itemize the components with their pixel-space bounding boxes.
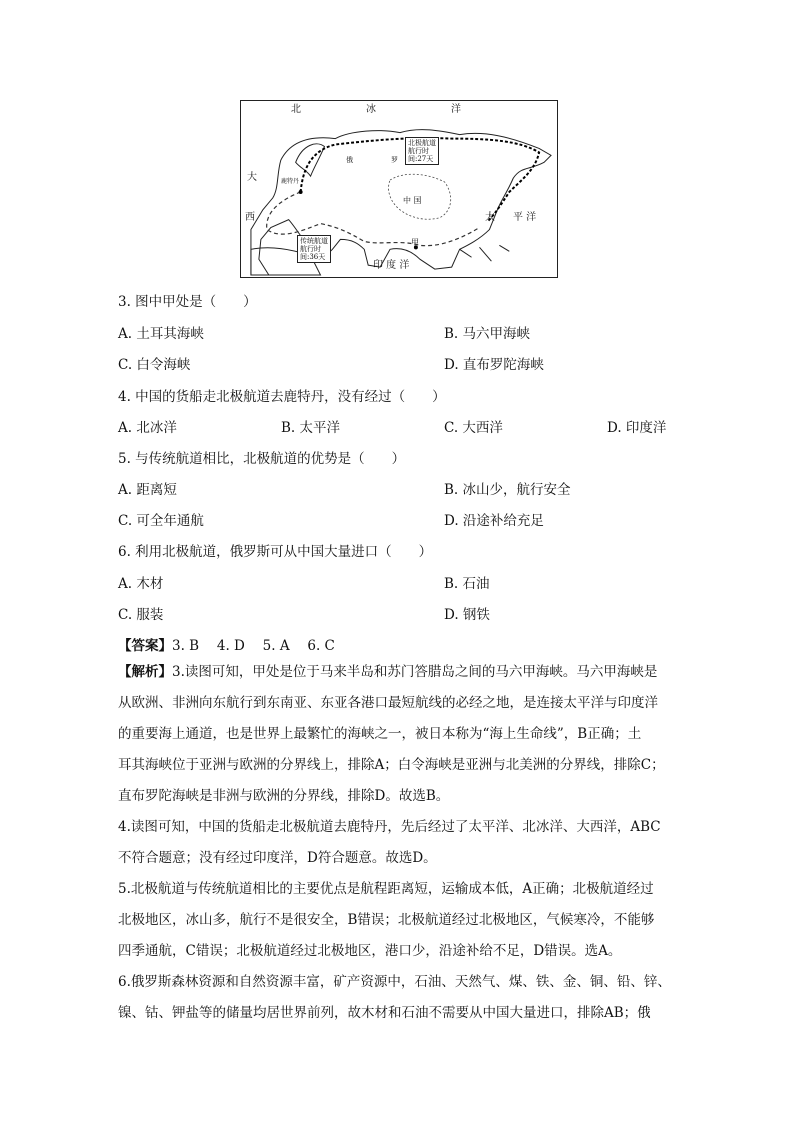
- question-6-option-b: B. 石油: [444, 576, 490, 592]
- label-pacific-ocean: 平 洋: [513, 212, 537, 223]
- question-6-option-c: C. 服装: [118, 607, 164, 623]
- label-rotterdam: 鹿特丹: [281, 178, 300, 185]
- analysis-line: 4.读图可知，中国的货船走北极航道去鹿特丹，先后经过了太平洋、北冰洋、大西洋，ABC: [118, 819, 661, 835]
- label-china: 中 国: [403, 196, 422, 205]
- question-4-option-c: C. 大西洋: [444, 420, 503, 436]
- question-6-option-d: D. 钢铁: [444, 607, 490, 623]
- islands-outline: [460, 245, 510, 261]
- question-4-option-a: A. 北冰洋: [118, 420, 177, 436]
- traditional-route-title: 传统航道: [300, 237, 328, 245]
- question-5-option-d: D. 沿途补给充足: [444, 513, 544, 529]
- traditional-route-time-1: 航行时: [300, 245, 321, 254]
- question-3-option-d: D. 直布罗陀海峡: [444, 357, 544, 373]
- question-4-option-b: B. 太平洋: [281, 420, 341, 436]
- question-5-option-b: B. 冰山少，航行安全: [444, 482, 571, 498]
- answer-label: 【答案】: [118, 638, 172, 654]
- label-russia-2: 罗: [391, 156, 398, 164]
- arctic-route-time-1: 航行时: [408, 147, 429, 156]
- analysis-label: 【解析】: [118, 664, 172, 680]
- label-north: 北: [291, 104, 301, 115]
- analysis-line: 5.北极航道与传统航道相比的主要优点是航程距离短，运输成本低，A正确；北极航道经过: [118, 881, 654, 897]
- label-ice: 冰: [366, 104, 376, 115]
- label-xi: 西: [245, 212, 255, 223]
- question-4-option-d: D. 印度洋: [607, 420, 667, 436]
- analysis-line: 6.俄罗斯森林资源和自然资源丰富，矿产资源中，石油、天然气、煤、铁、金、铜、铅、锌、: [118, 974, 671, 990]
- arctic-route-time-2: 间:27天: [408, 155, 434, 164]
- answer-text: 3. B 4. D 5. A 6. C: [172, 638, 335, 654]
- analysis-line: 不符合题意；没有经过印度洋，D符合题意。故选D。: [118, 850, 437, 866]
- label-ocean-top: 洋: [451, 104, 461, 115]
- analysis-line: 耳其海峡位于亚洲与欧洲的分界线上，排除A；白令海峡是亚洲与北美洲的分界线，排除C；: [118, 757, 665, 773]
- arctic-route-title: 北极航道: [408, 139, 436, 147]
- question-3-option-a: A. 土耳其海峡: [118, 326, 204, 342]
- arctic-route-box: [405, 137, 439, 165]
- label-russia-1: 俄: [346, 156, 353, 164]
- question-5-option-c: C. 可全年通航: [118, 513, 204, 529]
- answer-line: [118, 634, 335, 654]
- question-3-option-c: C. 白令海峡: [118, 357, 191, 373]
- analysis-line: 的重要海上通道，也是世界上最繁忙的海峡之一，被日本称为“海上生命线”，B正确；土: [118, 726, 642, 742]
- port-dot: [299, 190, 303, 194]
- label-jia: 甲: [411, 238, 419, 247]
- label-tai: 太: [485, 212, 495, 223]
- route-map: [240, 100, 558, 278]
- traditional-route-time-2: 间:36天: [300, 253, 326, 262]
- analysis-line: 从欧洲、非洲向东航行到东南亚、东亚各港口最短航线的必经之地，是连接太平洋与印度洋: [118, 695, 658, 711]
- map-drawing: [241, 101, 557, 277]
- analysis-line: 【解析】3.读图可知，甲处是位于马来半岛和苏门答腊岛之间的马六甲海峡。马六甲海峡是: [118, 664, 658, 680]
- question-4-stem: 4. 中国的货船走北极航道去鹿特丹，没有经过（ ）: [118, 389, 446, 405]
- analysis-line: 北极地区，冰山多，航行不是很安全，B错误；北极航道经过北极地区，气候寒冷，不能够: [118, 912, 655, 928]
- scandinavia-outline: [296, 144, 325, 176]
- question-6-option-a: A. 木材: [118, 576, 164, 592]
- traditional-route-box: [297, 235, 331, 263]
- analysis-line: 镍、钴、钾盐等的储量均居世界前列，故木材和石油不需要从中国大量进口，排除AB；俄: [118, 1005, 651, 1021]
- question-5-stem: 5. 与传统航道相比，北极航道的优势是（ ）: [118, 451, 406, 467]
- analysis-block: [118, 657, 678, 1029]
- eurasia-coastline: [251, 130, 551, 275]
- label-da: 大: [247, 172, 257, 183]
- question-5-option-a: A. 距离短: [118, 482, 177, 498]
- analysis-line: 四季通航，C错误；北极航道经过北极地区，港口少，沿途补给不足，D错误。选A。: [118, 943, 622, 959]
- question-6-stem: 6. 利用北极航道，俄罗斯可从中国大量进口（ ）: [118, 544, 433, 560]
- analysis-line: 直布罗陀海峡是非洲与欧洲的分界线，排除D。故选B。: [118, 788, 450, 804]
- question-3-stem: 3. 图中甲处是（ ）: [118, 294, 257, 310]
- label-indian-ocean: 印 度 洋: [373, 260, 410, 271]
- question-3-option-b: B. 马六甲海峡: [444, 326, 531, 342]
